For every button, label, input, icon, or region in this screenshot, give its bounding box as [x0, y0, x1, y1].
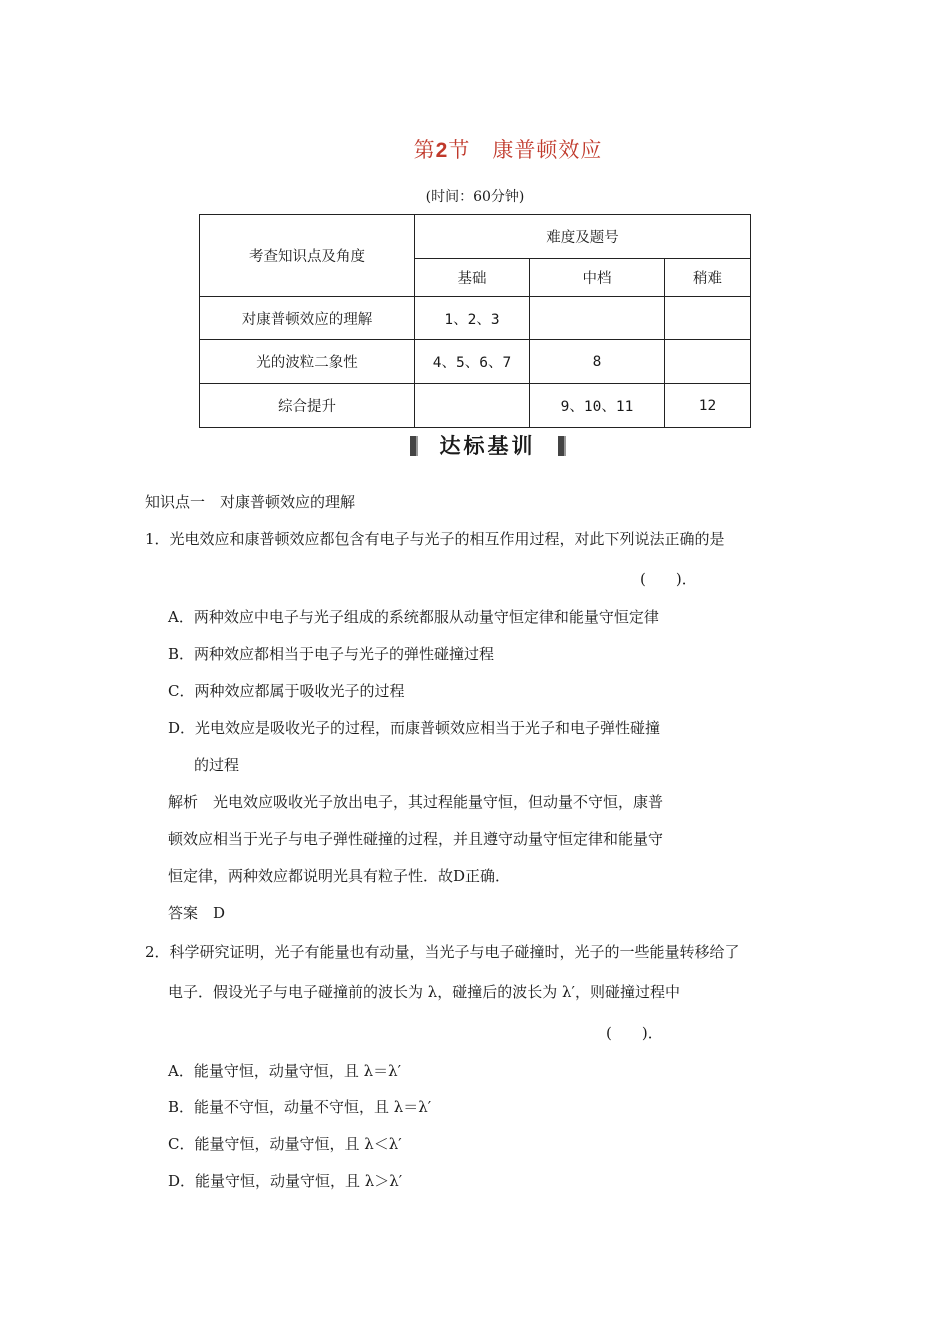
- table-row: [200, 340, 751, 384]
- row-topic: 光的波粒二象性: [200, 340, 415, 384]
- q1-option-c: C．两种效应都属于吸收光子的过程: [168, 682, 405, 700]
- row-basic: 1、2、3: [415, 297, 530, 340]
- time-note: (时间：60分钟): [425, 189, 525, 205]
- q1-option-a: A．两种效应中电子与光子组成的系统都服从动量守恒定律和能量守恒定律: [168, 608, 659, 626]
- q1-answer: 答案 D: [168, 904, 226, 922]
- header-difficulty: 难度及题号: [415, 215, 751, 259]
- q1-option-d-cont: 的过程: [194, 756, 240, 774]
- q2-option-d: D．能量守恒，动量守恒，且 λ＞λ′: [168, 1172, 403, 1190]
- q2-stem-line2: 电子．假设光子与电子碰撞前的波长为 λ，碰撞后的波长为 λ′，则碰撞过程中: [168, 983, 680, 1001]
- q1-analysis-line: 解析 光电效应吸收光子放出电子，其过程能量守恒，但动量不守恒，康普: [168, 793, 664, 811]
- q2-stem-line1: 2．科学研究证明，光子有能量也有动量，当光子与电子碰撞时，光子的一些能量转移给了: [145, 943, 740, 961]
- q1-analysis-line: 恒定律，两种效应都说明光具有粒子性．故D正确．: [168, 867, 511, 885]
- page-title: [0, 134, 950, 164]
- heading-bar-right: [558, 436, 566, 456]
- header-topic: 考查知识点及角度: [200, 215, 415, 297]
- row-medium: 9、10、11: [530, 384, 665, 428]
- table-row: [200, 297, 751, 340]
- section-heading: [0, 430, 950, 460]
- header-medium: 中档: [530, 259, 665, 297]
- table-row: [200, 384, 751, 428]
- row-hard: [665, 340, 751, 384]
- row-topic: 综合提升: [200, 384, 415, 428]
- q1-option-b: B．两种效应都相当于电子与光子的弹性碰撞过程: [168, 645, 495, 663]
- row-medium: 8: [530, 340, 665, 384]
- q1-blank: ( )．: [640, 570, 697, 588]
- q2-option-a: A．能量守恒，动量守恒，且 λ＝λ′: [168, 1062, 402, 1080]
- row-hard: [665, 297, 751, 340]
- q2-blank: ( )．: [606, 1024, 663, 1042]
- row-basic: 4、5、6、7: [415, 340, 530, 384]
- header-hard: 稍难: [665, 259, 751, 297]
- q1-analysis-line: 顿效应相当于光子与电子弹性碰撞的过程，并且遵守动量守恒定律和能量守: [168, 830, 664, 848]
- title-number: 2: [435, 139, 449, 162]
- knowledge-point-label: 知识点一 对康普顿效应的理解: [145, 493, 356, 511]
- section-heading-text: 达标基训: [439, 434, 536, 458]
- row-medium: [530, 297, 665, 340]
- heading-bar-left: [410, 436, 418, 456]
- title-prefix: 第: [413, 138, 436, 162]
- q1-stem: 1．光电效应和康普顿效应都包含有电子与光子的相互作用过程，对此下列说法正确的是: [145, 530, 725, 548]
- header-basic: 基础: [415, 259, 530, 297]
- title-suffix: 节 康普顿效应: [448, 138, 603, 162]
- q1-option-d: D．光电效应是吸收光子的过程，而康普顿效应相当于光子和电子弹性碰撞: [168, 719, 661, 737]
- q2-option-c: C．能量守恒，动量守恒，且 λ＜λ′: [168, 1135, 402, 1153]
- q2-option-b: B．能量不守恒，动量不守恒，且 λ＝λ′: [168, 1098, 432, 1116]
- row-basic: [415, 384, 530, 428]
- row-topic: 对康普顿效应的理解: [200, 297, 415, 340]
- row-hard: 12: [665, 384, 751, 428]
- knowledge-table: [199, 214, 751, 428]
